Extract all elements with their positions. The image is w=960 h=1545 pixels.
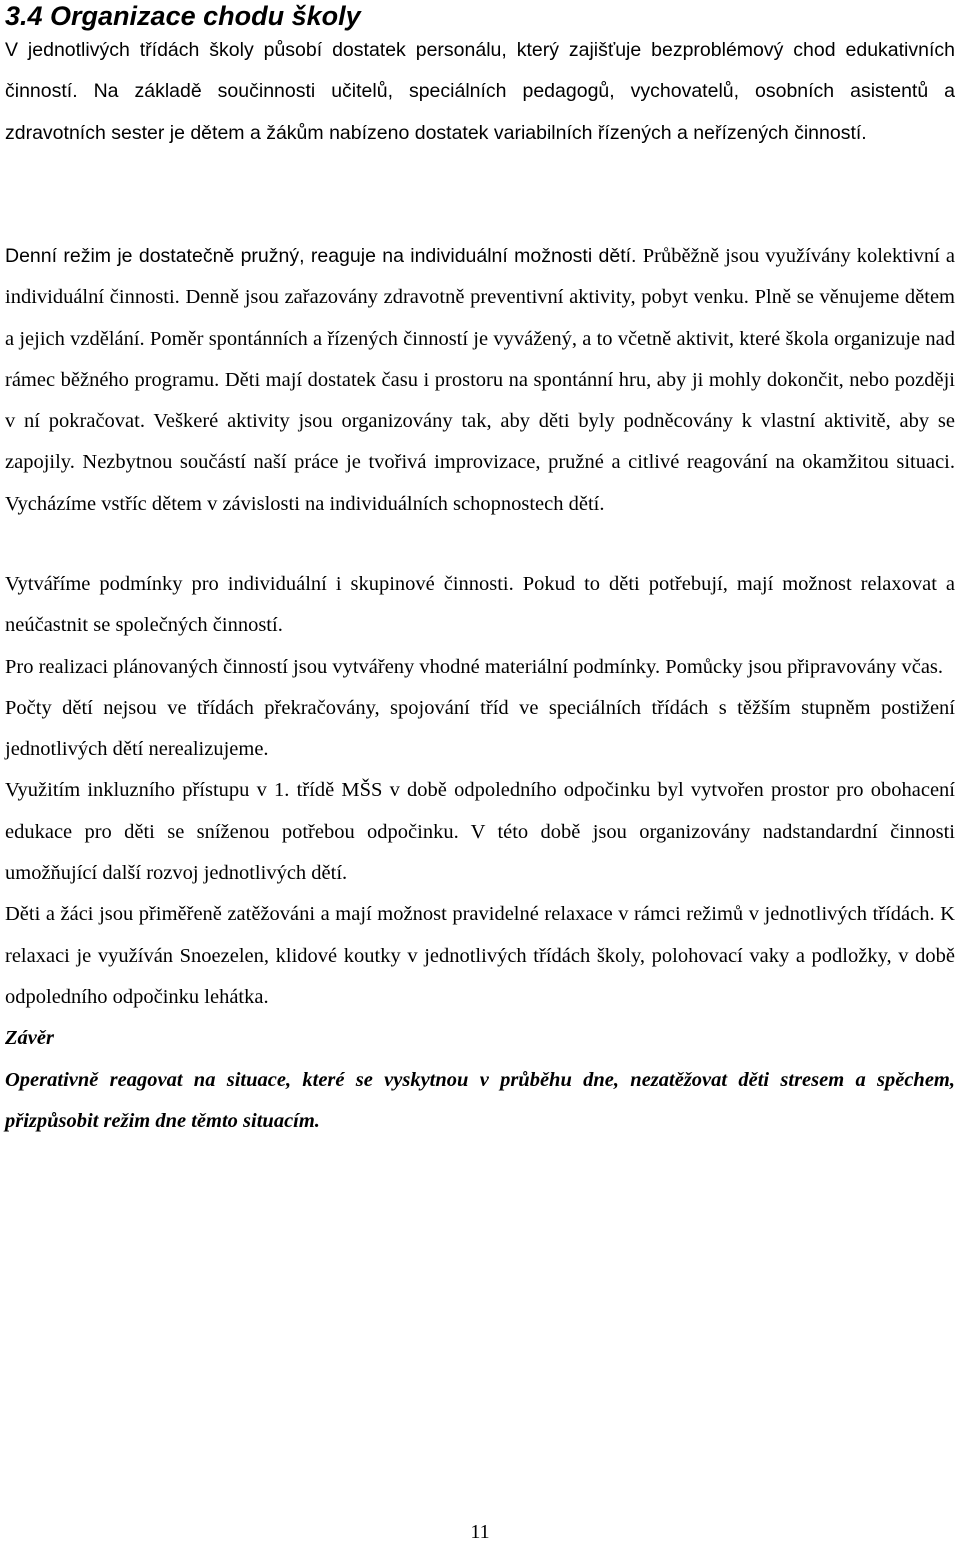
daily-routine-paragraph bbox=[5, 236, 955, 525]
paragraph-inclusion: Využitím inkluzního přístupu v 1. třídě MŠS v době odpoledního odpočinku byl vytvořen prostor pro obohacení edukace pro děti se sníženou potřebou odpočinku. V této době jsou organizovány nadstandardní činnosti umožňující další rozvoj jednotlivých dětí. bbox=[5, 779, 955, 885]
intro-paragraph: V jednotlivých třídách školy působí dostatek personálu, který zajišťuje bezproblémový chod edukativních činností. Na základě součinnosti učitelů, speciálních pedagogů, vychovatelů, osobních asistentů a zdravotních sester je dětem a žákům nabízeno dostatek variabilních řízených a neřízených činností. bbox=[5, 39, 955, 144]
daily-routine-serif-text: Průběžně jsou využívány kolektivní a individuální činnosti. Denně jsou zařazovány zdravotně preventivní aktivity, pobyt venku. Plně se věnujeme dětem a jejich vzdělání. Poměr spontánních a řízených činností je vyvážený, a to včetně aktivit, které škola organizuje nad rámec běžného programu. Děti mají dostatek času i prostoru na spontánní hru, aby ji mohly dokončit, nebo později v ní pokračovat. Veškeré aktivity jsou organizovány tak, aby děti byly podněcovány k vlastní aktivitě, aby se zapojily. Nezbytnou součástí naší práce je tvořivá improvizace, pružné a citlivé reagování na okamžitou situaci. Vycházíme vstříc dětem v závislosti na individuálních schopnostech dětí. bbox=[5, 245, 955, 515]
page-number: 11 bbox=[470, 1521, 490, 1543]
conclusion-text: Operativně reagovat na situace, které se vyskytnou v průběhu dne, nezatěžovat děti stresem a spěchem, přizpůsobit režim dne těmto situacím. bbox=[5, 1068, 955, 1132]
conclusion-heading: Závěr bbox=[5, 1027, 54, 1050]
section-heading: 3.4 Organizace chodu školy bbox=[5, 1, 361, 31]
paragraph-activities: Vytváříme podmínky pro individuální i skupinové činnosti. Pokud to děti potřebují, mají možnost relaxovat a neúčastnit se společných činností. bbox=[5, 573, 955, 637]
body-paragraphs bbox=[5, 564, 955, 1142]
paragraph-relaxation: Děti a žáci jsou přiměřeně zatěžováni a mají možnost pravidelné relaxace v rámci režimů v jednotlivých třídách. K relaxaci je využíván Snoezelen, klidové koutky v jednotlivých třídách školy, polohovací vaky a podložky, v době odpoledního odpočinku lehátka. bbox=[5, 903, 955, 1008]
paragraph-materials: Pro realizaci plánovaných činností jsou vytvářeny vhodné materiální podmínky. Pomůcky jsou připravovány včas. bbox=[5, 655, 944, 678]
paragraph-class-sizes: Počty dětí nejsou ve třídách překračovány, spojování tříd ve speciálních třídách s těžším stupněm postižení jednotlivých dětí nerealizujeme. bbox=[5, 696, 955, 761]
daily-routine-sans-text: Denní režim je dostatečně pružný, reaguje na individuální možnosti dětí. bbox=[5, 245, 637, 267]
